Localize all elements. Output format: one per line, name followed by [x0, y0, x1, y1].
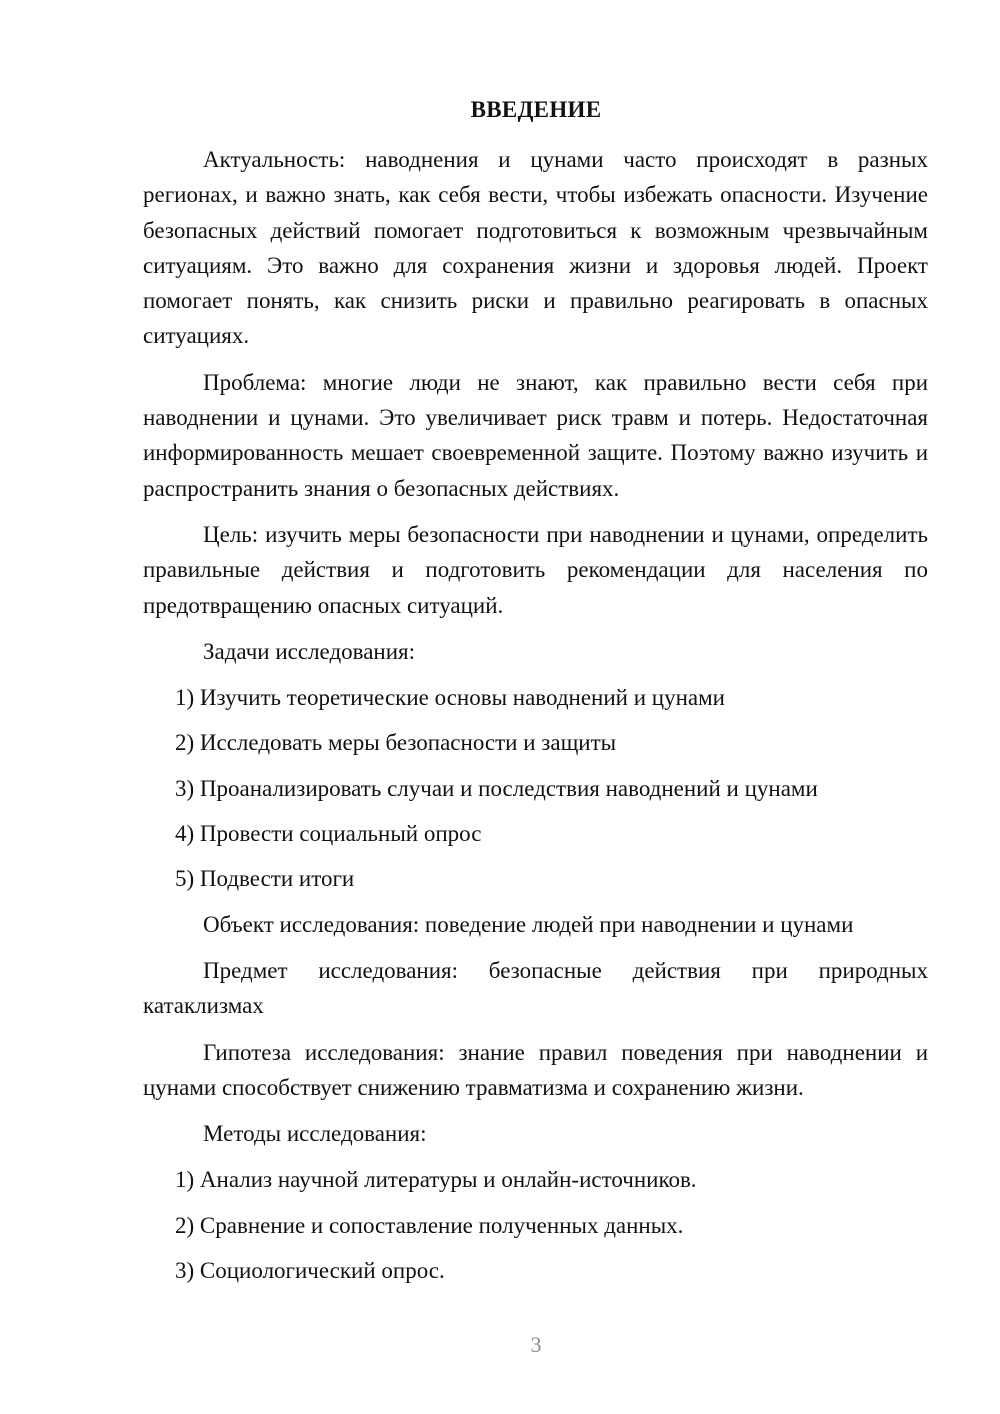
- document-body: [143, 142, 928, 1298]
- method-item: 3) Социологический опрос.: [175, 1258, 445, 1284]
- task-item: 2) Исследовать меры безопасности и защиты: [175, 730, 617, 756]
- page-number: 3: [530, 1332, 542, 1357]
- page-title: ВВЕДЕНИЕ: [470, 97, 602, 122]
- method-item: 2) Сравнение и сопоставление полученных данных.: [175, 1212, 684, 1238]
- task-item: 3) Проанализировать случаи и последствия наводнений и цунами: [175, 775, 818, 801]
- task-item: 4) Провести социальный опрос: [175, 821, 482, 847]
- task-item: 5) Подвести итоги: [175, 866, 355, 892]
- tasks-heading: Задачи исследования:: [203, 638, 416, 664]
- relevance-paragraph: Актуальность: наводнения и цунами часто происходят в разных регионах, и важно знать, как себя вести, чтобы избежать опасности. Изучение безопасных действий помогает подготовиться к возможным чрезвычайным ситуациям. Это важно для сохранения жизни и здоровья людей. Проект помогает понять, как снизить риски и правильно реагировать в опасных ситуациях.: [143, 147, 928, 349]
- method-item: 1) Анализ научной литературы и онлайн-источников.: [175, 1167, 697, 1193]
- object-paragraph: Объект исследования: поведение людей при наводнении и цунами: [203, 911, 854, 937]
- subject-paragraph: Предмет исследования: безопасные действия при природных катаклизмах: [143, 957, 928, 1019]
- goal-paragraph: Цель: изучить меры безопасности при наводнении и цунами, определить правильные действия и подготовить рекомендации для населения по предотвращению опасных ситуаций.: [143, 521, 928, 618]
- task-item: 1) Изучить теоретические основы наводнений и цунами: [175, 685, 725, 711]
- methods-heading: Методы исследования:: [203, 1121, 427, 1147]
- hypothesis-paragraph: Гипотеза исследования: знание правил поведения при наводнении и цунами способствует снижению травматизма и сохранению жизни.: [143, 1039, 928, 1100]
- problem-paragraph: Проблема: многие люди не знают, как правильно вести себя при наводнении и цунами. Это увеличивает риск травм и потерь. Недостаточная информированность мешает своевременной защите. Поэтому важно изучить и распространить знания о безопасных действиях.: [143, 369, 928, 501]
